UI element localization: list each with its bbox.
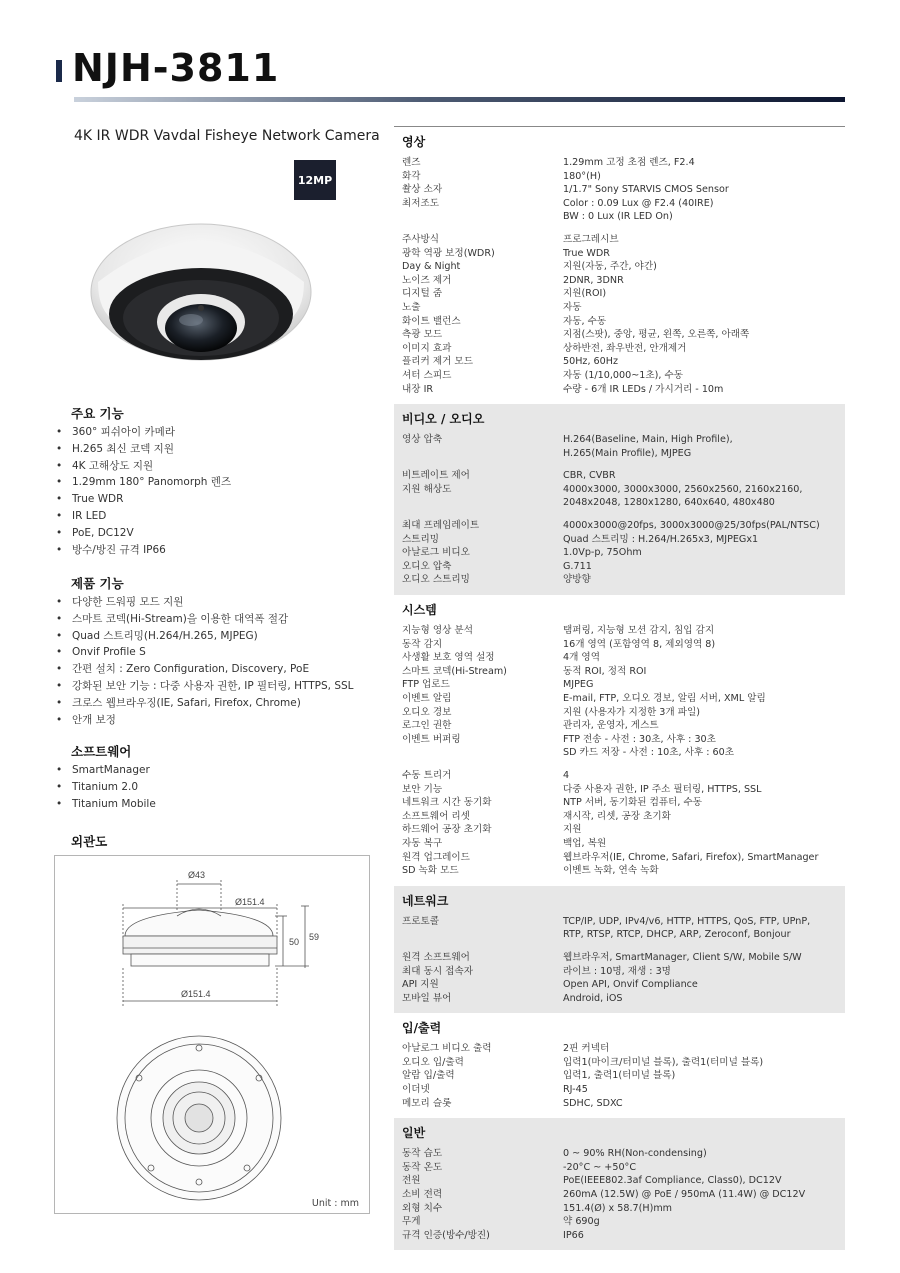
list-item: • 간편 설치 : Zero Configuration, Discovery, PoE bbox=[56, 661, 354, 678]
spec-section bbox=[394, 404, 845, 595]
spec-row bbox=[402, 546, 839, 560]
spec-key: 아날로그 비디오 bbox=[402, 547, 470, 559]
spec-key: 스마트 코덱(Hi-Stream) bbox=[402, 665, 507, 677]
spec-key: 스트리밍 bbox=[402, 533, 440, 545]
spec-key: 수동 트리거 bbox=[402, 769, 452, 781]
product-features-list bbox=[56, 594, 354, 728]
spec-key: 규격 인증(방수/방진) bbox=[402, 1229, 490, 1241]
spec-key: 영상 압축 bbox=[402, 434, 443, 446]
spec-key: 오디오 입/출력 bbox=[402, 1056, 464, 1068]
spec-row bbox=[402, 864, 839, 878]
spec-value: Quad 스트리밍 : H.264/H.265x3, MJPEGx1 bbox=[563, 533, 759, 545]
spec-value: 웹브라우저, SmartManager, Client S/W, Mobile S/W bbox=[563, 951, 802, 963]
spec-value: H.264(Baseline, Main, High Profile), H.265(Main Profile), MJPEG bbox=[563, 434, 733, 459]
spec-value: Open API, Onvif Compliance bbox=[563, 979, 698, 991]
spec-value: 수량 - 6개 IR LEDs / 가시거리 - 10m bbox=[563, 383, 724, 395]
spec-value: 16개 영역 (포함영역 8, 제외영역 8) bbox=[563, 638, 716, 650]
spec-key: 외형 치수 bbox=[402, 1202, 443, 1214]
spec-row bbox=[402, 156, 839, 170]
spec-value: 다중 사용자 권한, IP 주소 필터링, HTTPS, SSL bbox=[563, 783, 762, 795]
spec-row bbox=[402, 719, 839, 733]
spec-value: MJPEG bbox=[563, 679, 594, 691]
spec-value: 1/1.7" Sony STARVIS CMOS Sensor bbox=[563, 184, 729, 196]
spec-key: 로그인 권한 bbox=[402, 720, 452, 732]
spec-value: RJ-45 bbox=[563, 1084, 588, 1096]
spec-value: E-mail, FTP, 오디오 경보, 알림 서버, XML 알림 bbox=[563, 693, 766, 704]
spec-key: 최대 동시 접속자 bbox=[402, 965, 473, 977]
spec-row bbox=[402, 560, 839, 574]
page-title: NJH-3811 bbox=[72, 46, 280, 90]
spec-row bbox=[402, 260, 839, 274]
spec-row bbox=[402, 469, 839, 483]
title-accent-bar bbox=[56, 60, 62, 82]
spec-key: 보안 기능 bbox=[402, 783, 443, 795]
list-item: • SmartManager bbox=[56, 762, 156, 779]
spec-section bbox=[394, 886, 845, 1014]
spec-row bbox=[402, 369, 839, 383]
dim-top-label: Ø43 bbox=[188, 870, 206, 880]
spec-value: 지원 bbox=[563, 824, 582, 836]
spec-value: 50Hz, 60Hz bbox=[563, 356, 619, 368]
spec-value: 상하반전, 좌우반전, 안개제거 bbox=[563, 342, 687, 354]
spec-row bbox=[402, 247, 839, 261]
spec-key: Day & Night bbox=[402, 261, 461, 273]
main-features-heading: 주요 기능 bbox=[71, 406, 124, 421]
spec-key: 이더넷 bbox=[402, 1084, 430, 1096]
title-rule bbox=[74, 97, 845, 102]
spec-row bbox=[402, 692, 839, 706]
spec-value: 4000x3000, 3000x3000, 2560x2560, 2160x2160, 2048x2048, 1280x1280, 640x640, 480x480 bbox=[563, 483, 803, 509]
spec-row bbox=[402, 851, 839, 865]
spec-value: 180°(H) bbox=[563, 170, 601, 182]
spec-value: CBR, CVBR bbox=[563, 470, 616, 482]
spec-key: 렌즈 bbox=[402, 157, 421, 168]
spec-value: IP66 bbox=[563, 1229, 584, 1241]
spec-key: 전원 bbox=[402, 1175, 421, 1187]
list-item: • Titanium 2.0 bbox=[56, 779, 156, 796]
spec-value: 라이브 : 10명, 재생 : 3명 bbox=[563, 965, 671, 977]
software-heading: 소프트웨어 bbox=[71, 744, 132, 759]
spec-key: 최대 프레임레이트 bbox=[402, 520, 480, 532]
spec-row bbox=[402, 665, 839, 679]
spec-section-title: 비디오 / 오디오 bbox=[402, 412, 485, 427]
spec-row bbox=[402, 1229, 839, 1243]
dim-height-1-label: 50 bbox=[289, 937, 300, 947]
spec-value: 자동, 수동 bbox=[563, 315, 607, 327]
spec-value: 자동 bbox=[563, 301, 582, 313]
spec-row bbox=[402, 1069, 839, 1083]
spec-row bbox=[402, 1083, 839, 1097]
spec-key: 지능형 영상 분석 bbox=[402, 625, 473, 637]
spec-row bbox=[402, 624, 839, 638]
list-item: • 크로스 웹브라우징(IE, Safari, Firefox, Chrome) bbox=[56, 695, 354, 712]
list-item: • 1.29mm 180° Panomorph 렌즈 bbox=[56, 474, 231, 491]
spec-row bbox=[402, 651, 839, 665]
spec-row bbox=[402, 1215, 839, 1229]
spec-row bbox=[402, 433, 839, 460]
spec-key: 사생활 보호 영역 설정 bbox=[402, 652, 495, 664]
spec-key: 프로토콜 bbox=[402, 915, 440, 927]
spec-row bbox=[402, 733, 839, 760]
spec-key: 촬상 소자 bbox=[402, 184, 443, 196]
spec-section-title: 일반 bbox=[402, 1126, 426, 1141]
spec-row bbox=[402, 383, 839, 397]
spec-row bbox=[402, 769, 839, 783]
spec-section-title: 시스템 bbox=[402, 603, 437, 618]
spec-row bbox=[402, 315, 839, 329]
spec-value: Android, iOS bbox=[563, 992, 623, 1004]
spec-key: 메모리 슬롯 bbox=[402, 1097, 452, 1109]
spec-key: 오디오 스트리밍 bbox=[402, 574, 470, 586]
spec-value: NTP 서버, 동기화된 컴퓨터, 수동 bbox=[563, 797, 703, 809]
spec-key: 화이트 밸런스 bbox=[402, 315, 461, 327]
spec-value: 입력1(마이크/터미널 블록), 출력1(터미널 블록) bbox=[563, 1056, 764, 1068]
spec-value: 자동 (1/10,000~1초), 수동 bbox=[563, 369, 684, 381]
spec-key: 이벤트 알림 bbox=[402, 693, 452, 704]
spec-value: 1.29mm 고정 초점 렌즈, F2.4 bbox=[563, 157, 695, 168]
spec-key: 동작 감지 bbox=[402, 638, 443, 650]
spec-row bbox=[402, 1174, 839, 1188]
spec-row bbox=[402, 1202, 839, 1216]
spec-key: 오디오 경보 bbox=[402, 706, 452, 718]
spec-value: 관리자, 운영자, 게스트 bbox=[563, 720, 659, 732]
spec-value: 동적 ROI, 정적 ROI bbox=[563, 665, 647, 677]
list-item: • 다양한 드워핑 모드 지원 bbox=[56, 594, 354, 611]
spec-key: 원격 소프트웨어 bbox=[402, 951, 470, 963]
spec-value: PoE(IEEE802.3af Compliance, Class0), DC12V bbox=[563, 1175, 782, 1187]
dim-height-2-label: 59 bbox=[309, 932, 320, 942]
spec-row bbox=[402, 287, 839, 301]
list-item: • H.265 최신 코덱 지원 bbox=[56, 441, 231, 458]
spec-section bbox=[394, 1118, 845, 1250]
spec-key: 화각 bbox=[402, 170, 421, 182]
spec-value: TCP/IP, UDP, IPv4/v6, HTTP, HTTPS, QoS, FTP, UPnP, RTP, RTSP, RTCP, DHCP, ARP, Zeroconf, Bonjour bbox=[563, 915, 811, 941]
software-list bbox=[56, 762, 156, 812]
spec-key: 이미지 효과 bbox=[402, 342, 452, 354]
dimension-drawing bbox=[55, 856, 369, 1213]
spec-key: 모바일 뷰어 bbox=[402, 992, 452, 1004]
spec-key: 알람 입/출력 bbox=[402, 1070, 455, 1082]
list-item: • 4K 고해상도 지원 bbox=[56, 458, 231, 475]
dim-base-label: Ø151.4 bbox=[181, 989, 211, 999]
spec-value: 백업, 복원 bbox=[563, 837, 607, 849]
spec-row bbox=[402, 573, 839, 587]
spec-section bbox=[394, 1013, 845, 1118]
spec-row bbox=[402, 1097, 839, 1111]
spec-key: 노이즈 제거 bbox=[402, 274, 452, 286]
spec-value: 약 690g bbox=[563, 1216, 600, 1228]
spec-key: 이벤트 버퍼링 bbox=[402, 733, 461, 745]
spec-key: FTP 업로드 bbox=[402, 679, 450, 691]
product-features-heading: 제품 기능 bbox=[71, 576, 124, 591]
spec-row bbox=[402, 796, 839, 810]
spec-row bbox=[402, 197, 839, 224]
spec-row bbox=[402, 783, 839, 797]
appearance-heading: 외관도 bbox=[71, 834, 108, 849]
spec-value: Color : 0.09 Lux @ F2.4 (40IRE) BW : 0 Lux (IR LED On) bbox=[563, 197, 714, 223]
spec-key: 노출 bbox=[402, 301, 421, 313]
list-item: • Quad 스트리밍(H.264/H.265, MJPEG) bbox=[56, 628, 354, 645]
spec-value: 지원(ROI) bbox=[563, 288, 607, 300]
list-item: • 방수/방진 규격 IP66 bbox=[56, 542, 231, 559]
spec-value: 151.4(Ø) x 58.7(H)mm bbox=[563, 1202, 673, 1214]
unit-label: Unit : mm bbox=[311, 1198, 359, 1209]
spec-key: 자동 복구 bbox=[402, 837, 443, 849]
spec-value: 260mA (12.5W) @ PoE / 950mA (11.4W) @ DC12V bbox=[563, 1189, 806, 1201]
spec-key: 오디오 압축 bbox=[402, 560, 452, 572]
spec-value: FTP 전송 - 사전 : 30초, 사후 : 30초 SD 카드 저장 - 사전 : 10초, 사후 : 60초 bbox=[563, 733, 734, 759]
spec-key: 내장 IR bbox=[402, 383, 434, 395]
spec-key: 광학 역광 보정(WDR) bbox=[402, 247, 495, 259]
spec-value: 2핀 커넥터 bbox=[563, 1043, 610, 1055]
spec-value: 양방향 bbox=[563, 574, 591, 586]
spec-value: 이벤트 녹화, 연속 녹화 bbox=[563, 865, 659, 877]
spec-row bbox=[402, 170, 839, 184]
spec-value: 프로그레시브 bbox=[563, 233, 619, 245]
spec-key: 셔터 스피드 bbox=[402, 369, 452, 381]
spec-value: -20°C ~ +50°C bbox=[563, 1161, 637, 1173]
spec-row bbox=[402, 1188, 839, 1202]
spec-row bbox=[402, 810, 839, 824]
spec-value: 1.0Vp-p, 75Ohm bbox=[563, 547, 642, 559]
spec-value: 0 ~ 90% RH(Non-condensing) bbox=[563, 1148, 707, 1160]
spec-value: 웹브라우저(IE, Chrome, Safari, Firefox), SmartManager bbox=[563, 851, 819, 863]
spec-key: 아날로그 비디오 출력 bbox=[402, 1043, 492, 1055]
spec-value: 재시작, 리셋, 공장 초기화 bbox=[563, 810, 671, 822]
spec-key: 원격 업그레이드 bbox=[402, 851, 470, 863]
spec-value: 2DNR, 3DNR bbox=[563, 274, 624, 286]
spec-key: 동작 습도 bbox=[402, 1148, 443, 1160]
spec-value: 4 bbox=[563, 769, 570, 781]
spec-row bbox=[402, 533, 839, 547]
spec-key: 네트워크 시간 동기화 bbox=[402, 797, 492, 809]
spec-row bbox=[402, 837, 839, 851]
list-item: • 강화된 보안 기능 : 다중 사용자 권한, IP 필터링, HTTPS, SSL bbox=[56, 678, 354, 695]
spec-row bbox=[402, 355, 839, 369]
spec-row bbox=[402, 1042, 839, 1056]
spec-key: 소프트웨어 리셋 bbox=[402, 810, 470, 822]
spec-row bbox=[402, 328, 839, 342]
list-item: • 안개 보정 bbox=[56, 712, 354, 729]
spec-row bbox=[402, 978, 839, 992]
spec-table bbox=[394, 126, 845, 1250]
spec-key: 무게 bbox=[402, 1216, 421, 1228]
spec-row bbox=[402, 183, 839, 197]
list-item: • PoE, DC12V bbox=[56, 525, 231, 542]
list-item: • Titanium Mobile bbox=[56, 796, 156, 813]
spec-key: 하드웨어 공장 초기화 bbox=[402, 824, 492, 836]
spec-key: 최저조도 bbox=[402, 197, 440, 209]
spec-row bbox=[402, 483, 839, 510]
spec-row bbox=[402, 915, 839, 942]
spec-key: 플리커 제거 모드 bbox=[402, 356, 473, 368]
spec-row bbox=[402, 1056, 839, 1070]
list-item: • Onvif Profile S bbox=[56, 644, 354, 661]
spec-row bbox=[402, 342, 839, 356]
appearance-diagram bbox=[54, 855, 370, 1214]
spec-row bbox=[402, 638, 839, 652]
spec-row bbox=[402, 519, 839, 533]
spec-value: SDHC, SDXC bbox=[563, 1097, 623, 1109]
list-item: • True WDR bbox=[56, 491, 231, 508]
spec-section-title: 네트워크 bbox=[402, 893, 449, 908]
spec-key: 디지털 줌 bbox=[402, 288, 443, 300]
spec-value: 4개 영역 bbox=[563, 652, 600, 664]
spec-value: 4000x3000@20fps, 3000x3000@25/30fps(PAL/NTSC) bbox=[563, 520, 820, 532]
spec-row bbox=[402, 992, 839, 1006]
spec-row bbox=[402, 965, 839, 979]
spec-section-title: 영상 bbox=[402, 135, 426, 149]
spec-section bbox=[394, 595, 845, 886]
spec-value: 지원(자동, 주간, 야간) bbox=[563, 261, 657, 273]
resolution-badge: 12MP bbox=[294, 160, 336, 200]
spec-row bbox=[402, 274, 839, 288]
spec-section-title: 입/출력 bbox=[402, 1021, 442, 1036]
spec-key: 주사방식 bbox=[402, 233, 440, 245]
spec-value: 입력1, 출력1(터미널 블록) bbox=[563, 1070, 676, 1082]
list-item: • 360° 피쉬아이 카메라 bbox=[56, 424, 231, 441]
spec-row bbox=[402, 233, 839, 247]
spec-value: 탬퍼링, 지능형 모션 감지, 침입 감지 bbox=[563, 625, 715, 637]
spec-key: 소비 전력 bbox=[402, 1189, 443, 1201]
product-subtitle: 4K IR WDR Vavdal Fisheye Network Camera bbox=[74, 128, 380, 144]
spec-value: G.711 bbox=[563, 560, 592, 572]
spec-row bbox=[402, 1147, 839, 1161]
spec-key: 측광 모드 bbox=[402, 329, 443, 341]
main-features-list bbox=[56, 424, 231, 558]
spec-row bbox=[402, 951, 839, 965]
list-item: • IR LED bbox=[56, 508, 231, 525]
list-item: • 스마트 코덱(Hi-Stream)을 이용한 대역폭 절감 bbox=[56, 611, 354, 628]
spec-key: API 지원 bbox=[402, 979, 439, 991]
spec-row bbox=[402, 678, 839, 692]
camera-product-image bbox=[86, 212, 316, 372]
spec-row bbox=[402, 301, 839, 315]
spec-key: 비트레이트 제어 bbox=[402, 470, 470, 482]
spec-value: True WDR bbox=[563, 247, 610, 259]
spec-key: 지원 해상도 bbox=[402, 483, 452, 495]
spec-section bbox=[394, 127, 845, 404]
spec-row bbox=[402, 823, 839, 837]
dim-wide-label: Ø151.4 bbox=[235, 897, 265, 907]
spec-value: 지점(스팟), 중앙, 평균, 왼쪽, 오른쪽, 아래쪽 bbox=[563, 329, 750, 341]
spec-row bbox=[402, 706, 839, 720]
spec-value: 지원 (사용자가 지정한 3개 파일) bbox=[563, 706, 700, 718]
spec-row bbox=[402, 1161, 839, 1175]
spec-key: SD 녹화 모드 bbox=[402, 865, 459, 877]
spec-key: 동작 온도 bbox=[402, 1161, 443, 1173]
